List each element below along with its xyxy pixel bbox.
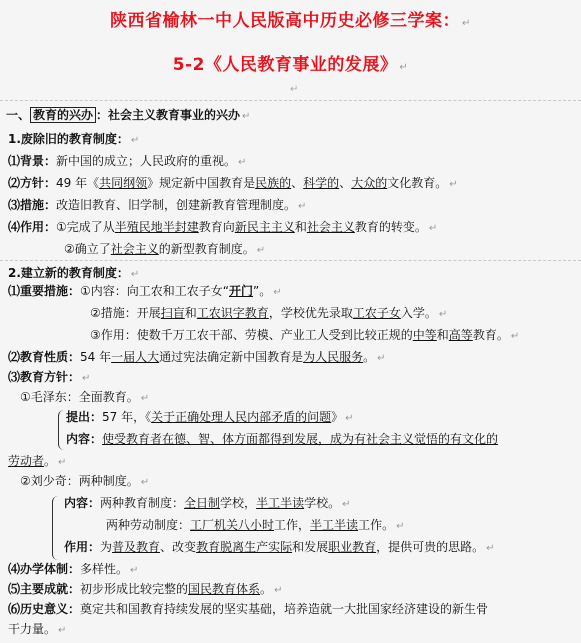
liu-effect-label: 作用： xyxy=(64,540,101,554)
key-measures-text: ①内容：向工农和工农子女“ xyxy=(80,284,229,298)
paragraph-mark: ↵ xyxy=(486,543,495,554)
divider xyxy=(0,100,581,101)
paragraph-mark: ↵ xyxy=(449,179,458,190)
key-measures-row-3 xyxy=(90,326,519,346)
liu-content-row-2 xyxy=(106,516,404,536)
document-title-line1 xyxy=(0,6,581,31)
guideline-mao xyxy=(20,388,149,408)
policy-underline: 共同纲领 xyxy=(99,176,148,190)
effect-label: ⑷作用： xyxy=(8,220,57,234)
achievement-label: ⑸主要成就： xyxy=(8,582,81,596)
significance-label: ⑹历史意义： xyxy=(8,602,81,616)
liu-content-text: 两种劳动制度： xyxy=(106,518,191,532)
significance-text: 干力量。 xyxy=(8,622,57,636)
key-measures-row-2 xyxy=(90,304,447,324)
policy-underline: 民族的 xyxy=(255,176,292,190)
liu-content-text: 工作。 xyxy=(358,518,395,532)
nature-label: ⑵教育性质： xyxy=(8,350,81,364)
key-measures-row-1 xyxy=(8,282,282,302)
key-measures-underline: 扫盲 xyxy=(160,306,185,320)
paragraph-mark: ↵ xyxy=(298,201,307,212)
paragraph-mark: ↵ xyxy=(342,499,351,510)
background-text: 新中国的成立；人民政府的重视。 xyxy=(56,154,237,168)
section-one-heading xyxy=(6,106,250,126)
effect-text: 教育的转变。 xyxy=(354,220,427,234)
paragraph-mark: ↵ xyxy=(290,84,299,95)
effect-text: 的新型教育制度。 xyxy=(158,242,255,256)
liu-effect-text: 为 xyxy=(100,540,113,554)
liu-content-row-1 xyxy=(64,494,350,514)
policy-underline: 科学的 xyxy=(303,176,340,190)
key-measures-text: 和 xyxy=(184,306,197,320)
paragraph-mark: ↵ xyxy=(140,393,150,404)
s1-heading xyxy=(8,130,139,150)
key-measures-underline: 工农子女 xyxy=(352,306,401,320)
liu-effect-text: ，提供可贵的思路。 xyxy=(376,540,485,554)
policy-row xyxy=(8,174,458,194)
guideline-row xyxy=(8,368,90,388)
effect-text: ②确立了 xyxy=(64,242,111,256)
paragraph-mark: ↵ xyxy=(82,373,91,384)
key-measures-text: ”。 xyxy=(253,284,272,298)
key-measures-underline: 开门 xyxy=(229,284,254,298)
key-measures-label: ⑴重要措施： xyxy=(8,284,81,298)
mao-content-row xyxy=(66,430,498,448)
effect-row-1 xyxy=(8,218,437,238)
paragraph-mark: ↵ xyxy=(238,157,247,168)
paragraph-mark: ↵ xyxy=(130,565,139,576)
guideline-mao-text: ①毛泽东：全面教育。 xyxy=(20,390,139,404)
effect-text: 教育向 xyxy=(198,220,235,234)
nature-underline: 一届人大 xyxy=(111,350,160,364)
nature-text: 54 年 xyxy=(80,350,112,364)
paragraph-mark: ↵ xyxy=(428,223,438,234)
paragraph-mark: ↵ xyxy=(510,331,520,342)
policy-text: 文化教育。 xyxy=(387,176,448,190)
system-row xyxy=(8,560,138,580)
nature-text: 通过宪法确定新中国教育是 xyxy=(159,350,304,364)
mao-content-label: 内容： xyxy=(66,432,103,446)
achievement-text: 初步形成比较完整的 xyxy=(80,582,189,596)
effect-text: 和 xyxy=(294,220,307,234)
key-measures-underline: 中等 xyxy=(412,328,437,342)
liu-content-underline: 半工半读 xyxy=(310,518,359,532)
mao-proposed-text: 》 xyxy=(331,410,344,424)
liu-effect-underline: 教育脱离生产实际 xyxy=(196,540,293,554)
liu-effect-text: 、改变 xyxy=(160,540,197,554)
policy-text: 、 xyxy=(291,176,304,190)
liu-effect-underline: 普及教育 xyxy=(112,540,161,554)
policy-text: 49 年《 xyxy=(56,176,100,190)
background-label: ⑴背景： xyxy=(8,154,57,168)
guideline-liu xyxy=(20,472,149,492)
measures-row xyxy=(8,196,306,216)
s1-heading-text: 1.废除旧的教育制度： xyxy=(8,132,129,146)
mao-content-text: 。 xyxy=(44,454,57,468)
mao-proposed-row xyxy=(66,408,354,428)
paragraph-mark: ↵ xyxy=(140,477,150,488)
effect-underline: 社会主义 xyxy=(306,220,355,234)
liu-content-text: 学校。 xyxy=(304,496,341,510)
section-one-prefix: 一、 xyxy=(6,108,31,122)
s2-heading xyxy=(8,264,139,284)
policy-text: 》规定新中国教育是 xyxy=(147,176,256,190)
key-measures-underline: 高等 xyxy=(448,328,473,342)
liu-content-underline: 半工半读 xyxy=(256,496,305,510)
significance-row-2 xyxy=(8,620,66,640)
section-one-rest: ：社会主义教育事业的兴办 xyxy=(96,108,241,122)
liu-content-underline: 工厂机关八小时 xyxy=(190,518,275,532)
nature-text: 。 xyxy=(363,350,376,364)
paragraph-mark: ↵ xyxy=(130,135,140,146)
achievement-row xyxy=(8,580,282,600)
mao-proposed-underline: 关于正确处理人民内部矛盾的问题 xyxy=(151,410,332,424)
measures-label: ⑶措施： xyxy=(8,198,57,212)
significance-row-1 xyxy=(8,600,488,618)
paragraph-mark: ↵ xyxy=(273,287,282,298)
paragraph-mark: ↵ xyxy=(58,457,67,468)
paragraph-mark: ↵ xyxy=(256,245,266,256)
liu-content-text: 工作， xyxy=(274,518,311,532)
effect-underline: 半殖民地半封建 xyxy=(114,220,199,234)
paragraph-mark: ↵ xyxy=(58,625,67,636)
effect-text: ①完成了从 xyxy=(56,220,115,234)
liu-content-underline: 全日制 xyxy=(184,496,221,510)
nature-row xyxy=(8,348,386,368)
mao-proposed-text: 57 年，《 xyxy=(102,410,152,424)
paragraph-mark: ↵ xyxy=(462,18,471,29)
paragraph-mark: ↵ xyxy=(274,585,283,596)
mao-content-underline: 使受教育者在德、智、体方面都得到发展，成为有社会主义觉悟的有文化的 xyxy=(102,432,499,446)
guideline-label: ⑶教育方针： xyxy=(8,370,81,384)
title-line2-text: 5-2《人民教育事业的发展》 xyxy=(172,55,398,75)
policy-text: 、 xyxy=(339,176,352,190)
policy-underline: 大众的 xyxy=(351,176,388,190)
significance-text: 奠定共和国教育持续发展的坚实基础，培养造就一大批国家经济建设的新生骨 xyxy=(80,602,489,616)
liu-effect-text: 和发展 xyxy=(292,540,329,554)
key-measures-text: 教育。 xyxy=(472,328,509,342)
liu-effect-underline: 职业教育 xyxy=(328,540,377,554)
policy-label: ⑵方针： xyxy=(8,176,57,190)
mao-content-row-2 xyxy=(8,452,66,472)
key-measures-text: ，学校优先录取 xyxy=(268,306,353,320)
mao-proposed-label: 提出： xyxy=(66,410,103,424)
key-measures-text: 和 xyxy=(436,328,449,342)
liu-content-text: 学校， xyxy=(220,496,257,510)
s2-heading-text: 2.建立新的教育制度： xyxy=(8,266,129,280)
paragraph-mark: ↵ xyxy=(130,269,140,280)
paragraph-mark: ↵ xyxy=(399,62,409,73)
measures-text: 改造旧教育、旧学制，创建新教育管理制度。 xyxy=(56,198,297,212)
document-title-line2 xyxy=(0,50,581,75)
key-measures-underline: 工农识字教育 xyxy=(196,306,269,320)
effect-underline: 新民主主义 xyxy=(234,220,295,234)
key-measures-text: ②措施：开展 xyxy=(90,306,161,320)
key-measures-text: ③作用：使数千万工农干部、劳模、产业工人受到比较正规的 xyxy=(90,328,413,342)
background-row xyxy=(8,152,246,172)
title-line1-text: 陕西省榆林一中人民版高中历史必修三学案： xyxy=(110,11,461,31)
key-measures-text: 入学。 xyxy=(400,306,437,320)
paragraph-mark: ↵ xyxy=(345,413,354,424)
liu-content-label: 内容： xyxy=(64,496,101,510)
section-one-boxed-term: 教育的兴办 xyxy=(30,107,96,123)
system-text: 多样性。 xyxy=(80,562,129,576)
paragraph-mark: ↵ xyxy=(377,353,386,364)
system-label: ⑷办学体制： xyxy=(8,562,81,576)
paragraph-mark: ↵ xyxy=(396,521,405,532)
liu-content-text: 两种教育制度： xyxy=(100,496,185,510)
brace-bracket xyxy=(52,496,61,560)
paragraph-mark: ↵ xyxy=(242,111,251,122)
guideline-liu-text: ②刘少奇：两种制度。 xyxy=(20,474,139,488)
divider xyxy=(0,260,581,261)
achievement-text: 。 xyxy=(260,582,273,596)
liu-effect-row xyxy=(64,538,495,558)
mao-content-underline: 劳动者 xyxy=(8,454,45,468)
achievement-underline: 国民教育体系 xyxy=(188,582,261,596)
effect-underline: 社会主义 xyxy=(110,242,159,256)
nature-underline: 为人民服务 xyxy=(303,350,364,364)
paragraph-mark: ↵ xyxy=(438,309,448,320)
effect-row-2 xyxy=(64,240,265,260)
